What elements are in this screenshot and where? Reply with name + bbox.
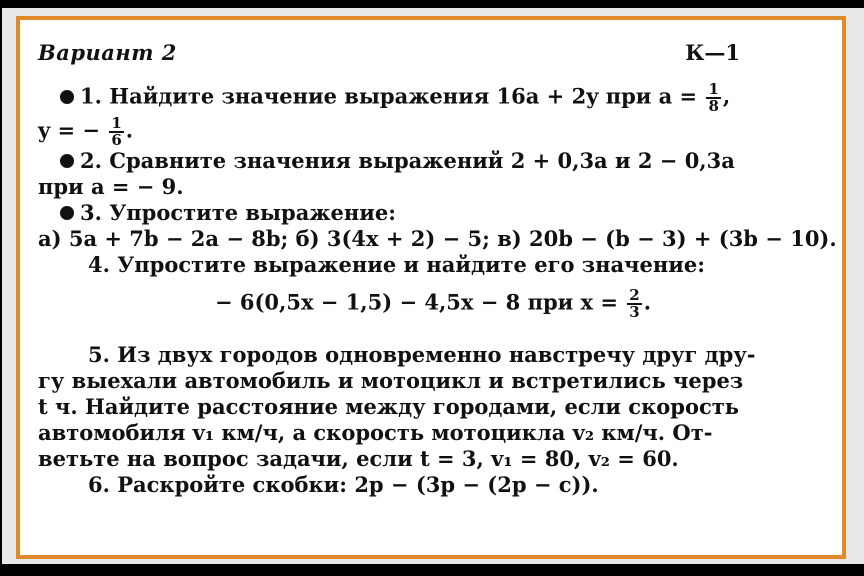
task-5-line-2: гу выехали автомобиль и мотоцикл и встретились через [38, 368, 744, 393]
task-1-number: 1. [80, 83, 102, 109]
task-1-text: Найдите значение выражения 16a + 2y при a = [109, 83, 698, 109]
fraction-one-sixth: $\frac{1}{6}$ [111, 114, 122, 149]
task-5-line-5: ветьте на вопрос задачи, если t = 3, v₁ = 80, v₂ = 60. [38, 446, 679, 471]
task-5-line-4: автомобиля v₁ км/ч, а скорость мотоцикла v₂ км/ч. От- [38, 420, 713, 445]
task-6-line: 6. Раскройте скобки: 2p − (3p − (2p − c)). [88, 472, 599, 497]
task-2-number: 2. [80, 148, 102, 173]
bullet-icon [60, 154, 74, 168]
bullet-icon [60, 206, 74, 220]
worksheet-content [38, 40, 837, 498]
task-3-number: 3. [80, 200, 102, 225]
task-4-expression: − 6(0,5x − 1,5) − 4,5x − 8 при x = $\frac{2}{3}$ . [214, 286, 652, 321]
variant-title: Вариант 2 [38, 40, 177, 65]
task-1-line-2: y = − $\frac{1}{6}$ . [38, 114, 134, 149]
task-1-line-1: 1. Найдите значение выражения 16a + 2y при a = $\frac{1}{8}$ , [38, 82, 828, 114]
task-5-line-1: 5. Из двух городов одновременно навстречу друг дру- [88, 342, 756, 367]
task-5-number: 5. [88, 342, 110, 367]
bullet-icon [60, 90, 74, 104]
test-code: К—1 [685, 40, 740, 65]
task-4-number: 4. [88, 252, 110, 277]
task-4-line-1 [38, 252, 828, 278]
task-3-line-2: а) 5a + 7b − 2a − 8b; б) 3(4x + 2) − 5; в) 20b − (b − 3) + (3b − 10). [38, 226, 837, 251]
task-6-number: 6. [88, 472, 110, 497]
task-1-y-text: y = − [38, 117, 101, 143]
task-2-line-2: при a = − 9. [38, 174, 184, 199]
task-5-line-3: t ч. Найдите расстояние между городами, если скорость [38, 394, 740, 419]
task-4-text: Упростите выражение и найдите его значение: [117, 252, 705, 277]
worksheet-header [38, 40, 828, 66]
task-3-text: Упростите выражение: [109, 200, 396, 225]
task-2-line-1 [38, 148, 828, 174]
task-3-line-1 [38, 200, 828, 226]
worksheet-card [16, 16, 846, 559]
task-2-text: Сравните значения выражений 2 + 0,3a и 2 − 0,3a [109, 148, 735, 173]
page-background [2, 8, 864, 564]
fraction-two-thirds: $\frac{2}{3}$ [629, 286, 640, 321]
fraction-one-eighth: $\frac{1}{8}$ [708, 80, 719, 115]
